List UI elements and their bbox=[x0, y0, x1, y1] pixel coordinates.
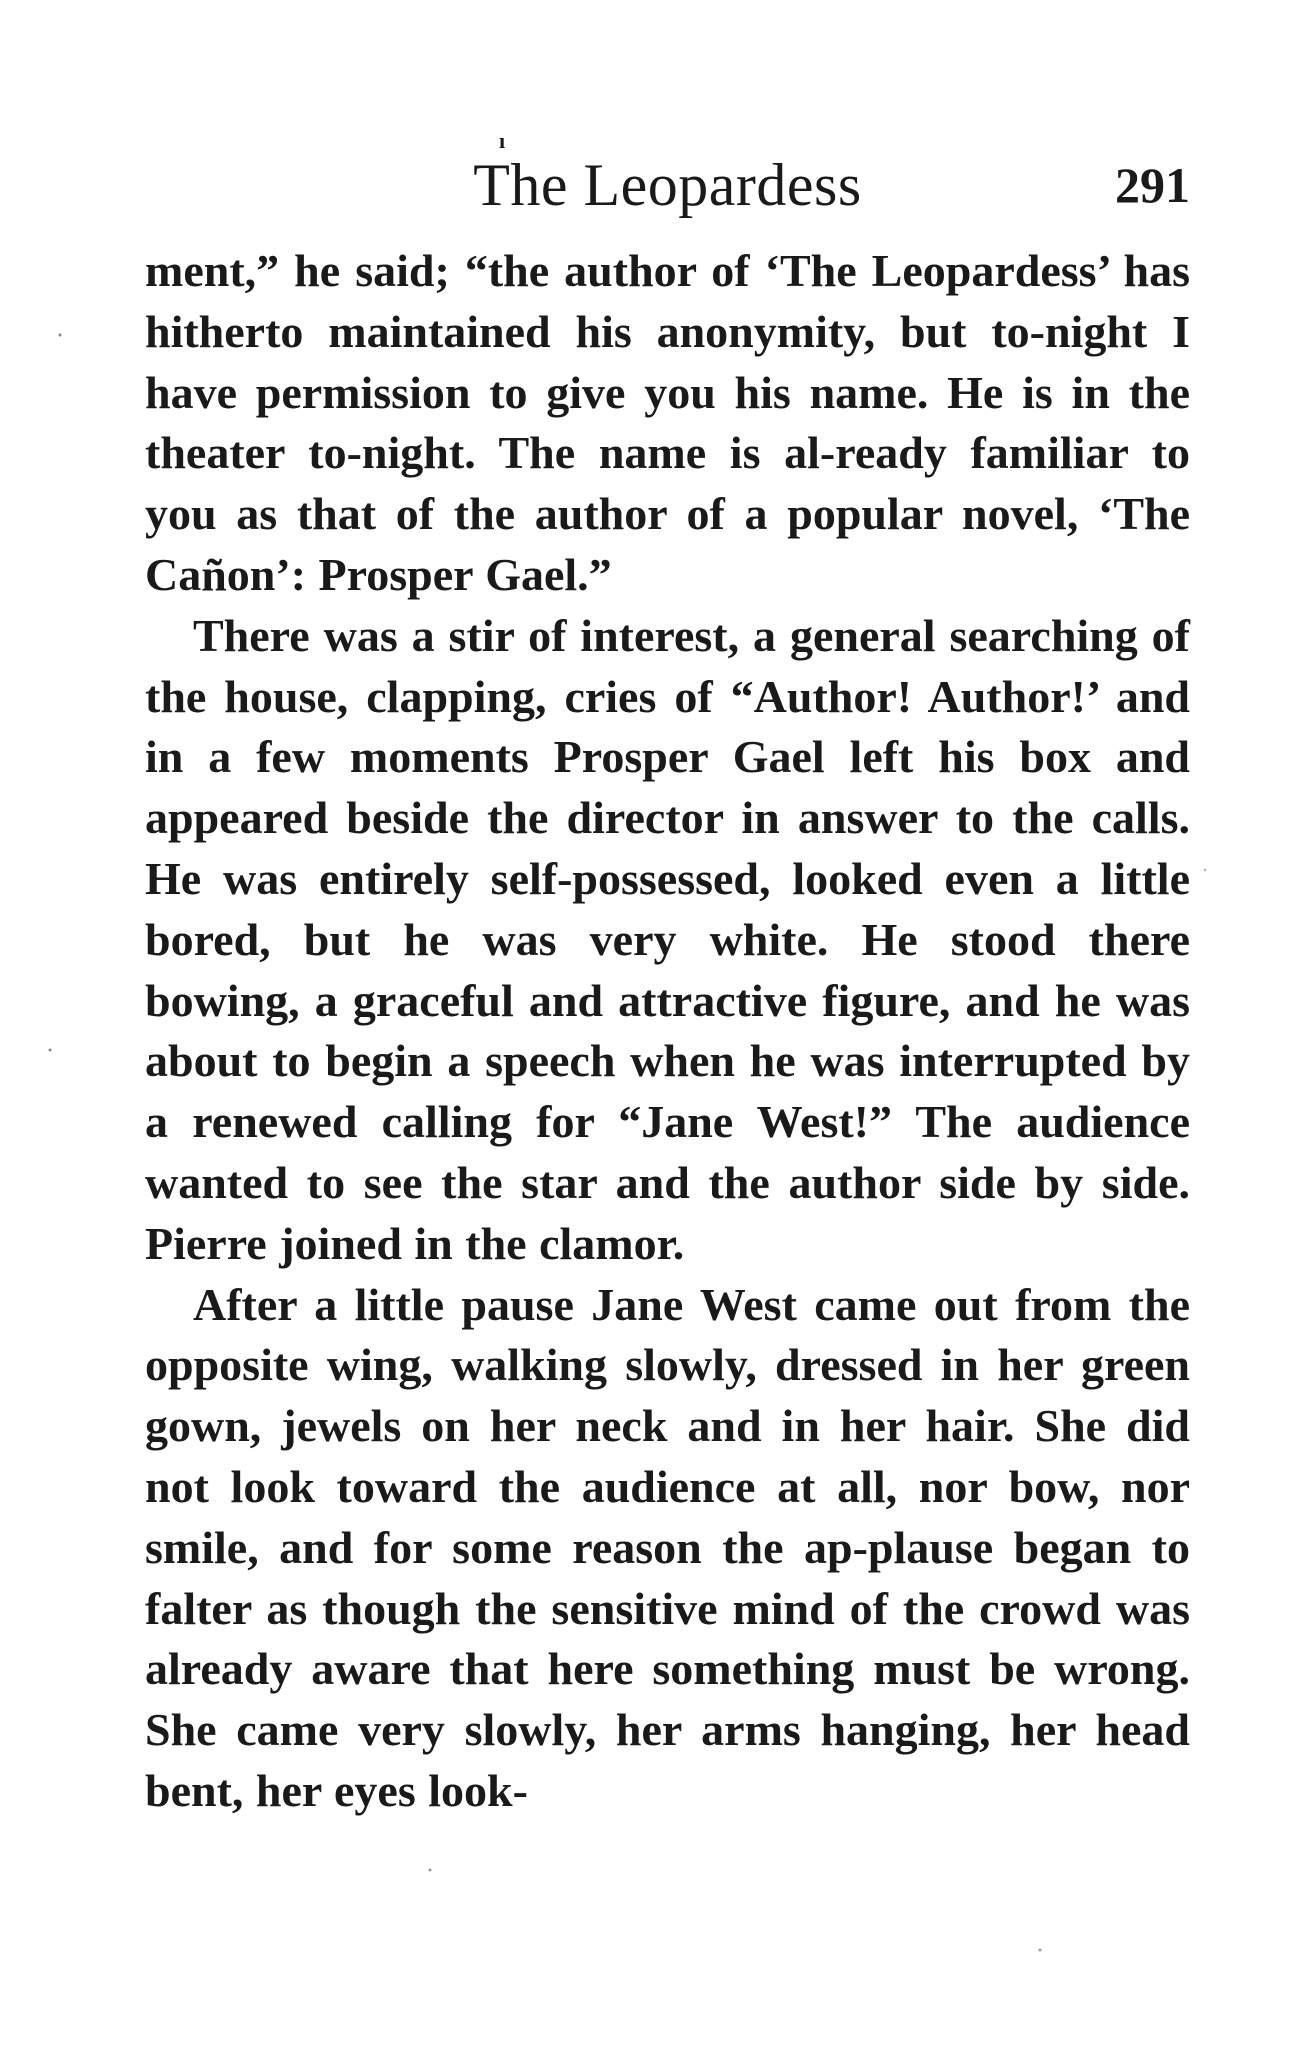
paragraph: ment,” he said; “the author of ‘The Leopardess’ has hitherto maintained his anonymity, but to-night I have permission to give you his name. He is in the theater to-night. The name is al-ready familiar to you as that of the author of a popular novel, ‘The Cañon’: Prosper Gael.” bbox=[145, 245, 1190, 600]
paragraph: There was a stir of interest, a general searching of the house, clapping, cries of “Author! Author!’ and in a few moments Prosper Gael left his box and appeared beside the director in answer to the calls. He was entirely self-possessed, looked even a little bored, but he was very white. He stood there bowing, a graceful and attractive figure, and he was about to begin a speech when he was interrupted by a renewed calling for “Jane West!” The audience wanted to see the star and the author side by side. Pierre joined in the clamor. bbox=[145, 609, 1190, 1269]
page-number: 291 bbox=[1115, 157, 1190, 213]
header-tick-mark: ı bbox=[499, 128, 506, 153]
paragraph: After a little pause Jane West came out from the opposite wing, walking slowly, dressed in her green gown, jewels on her neck and in her hair. She did not look toward the audience at all, nor bow, nor smile, and for some reason the ap-plause began to falter as though the sensitive mind of the crowd was already aware that here something must be wrong. She came very slowly, her arms hanging, her head bent, her eyes look- bbox=[145, 1278, 1190, 1816]
paper-speck bbox=[1204, 869, 1206, 871]
paper-speck bbox=[1039, 1949, 1042, 1952]
paper-speck bbox=[59, 334, 62, 337]
paper-speck bbox=[429, 1869, 432, 1872]
paper-speck bbox=[49, 1049, 52, 1052]
running-title: The Leopardess bbox=[473, 152, 862, 218]
